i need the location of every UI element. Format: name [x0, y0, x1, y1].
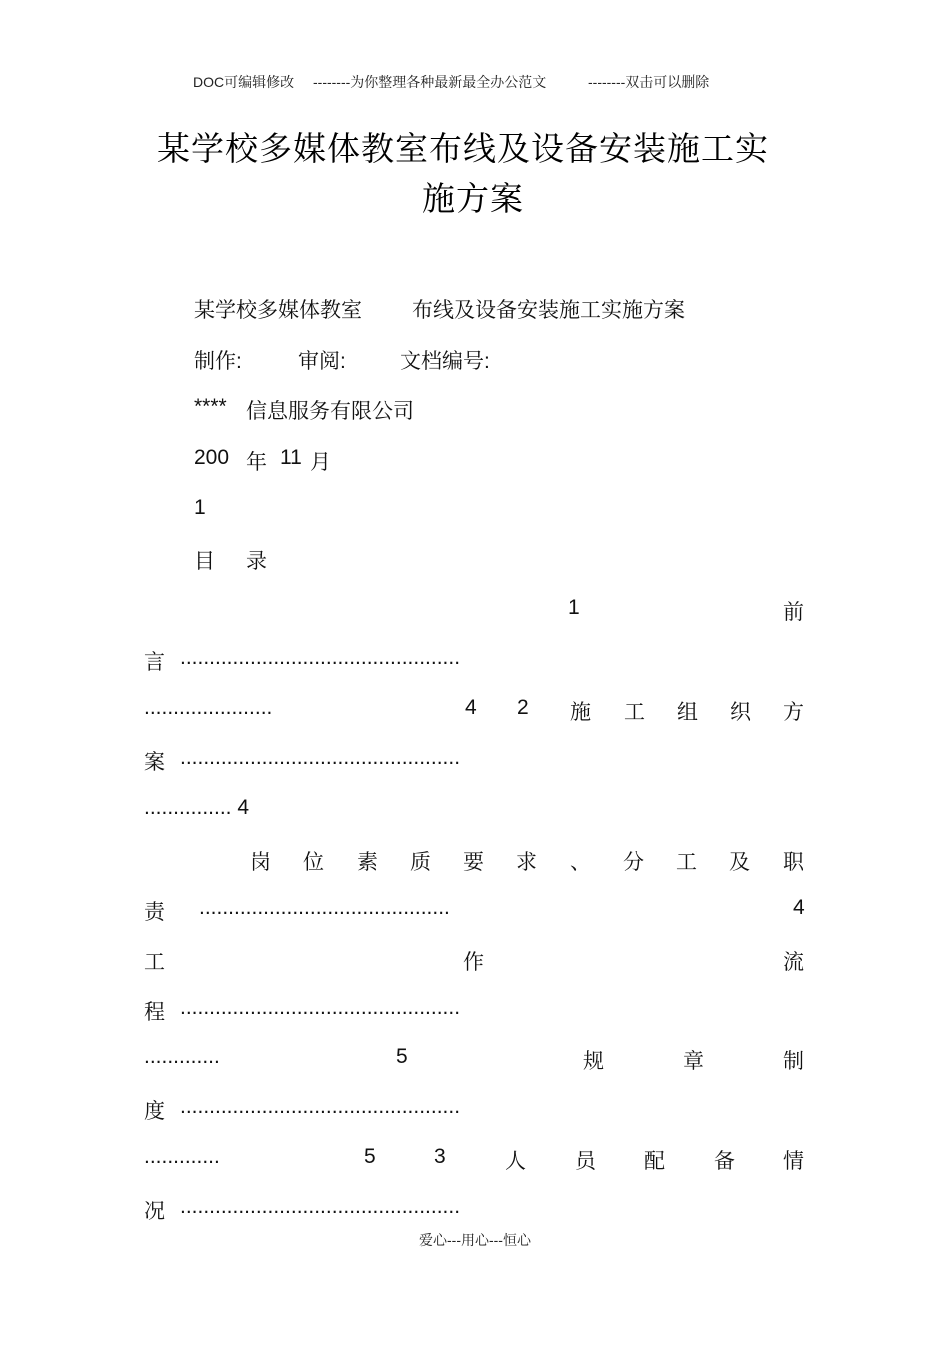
toc-dot-leader: ........................................... — [199, 896, 450, 919]
maker-label: 制作: — [194, 350, 242, 373]
header-slogan: --------为你整理各种最新最全办公范文 — [313, 74, 547, 90]
toc-text-char: 流 — [783, 951, 804, 974]
toc-text-char: 素 — [357, 851, 378, 874]
toc-text-char: 情 — [783, 1150, 804, 1173]
toc-dot-leader: ............. — [144, 1145, 220, 1168]
date-month-char: 月 — [310, 451, 331, 474]
toc-text-char: 制 — [783, 1050, 804, 1073]
toc-text-char: 职 — [783, 851, 804, 874]
toc-dot-leader-with-page: ............... 4 — [144, 796, 250, 819]
toc-text-char: 言 — [144, 651, 165, 674]
toc-text-char: 章 — [683, 1050, 704, 1073]
toc-text-char: 施 — [570, 701, 591, 724]
toc-dot-leader: ................................................ — [180, 1195, 461, 1218]
toc-text-char: 责 — [144, 901, 165, 924]
toc-dot-leader: ................................................ — [180, 746, 461, 769]
toc-text-char: 方 — [783, 701, 804, 724]
toc-text-char: 配 — [644, 1150, 665, 1173]
page-number: 1 — [194, 496, 206, 519]
toc-text-char: 备 — [714, 1150, 735, 1173]
toc-text-char: 织 — [730, 701, 751, 724]
toc-text-char: 作 — [463, 951, 484, 974]
header-doc-editable: DOC可编辑修改 — [193, 74, 295, 90]
toc-text-char: 求 — [516, 851, 537, 874]
project-name-part-1: 某学校多媒体教室 — [194, 299, 362, 322]
date-year-char: 年 — [246, 451, 267, 474]
header-double-click-delete: --------双击可以删除 — [588, 74, 710, 90]
toc-text-char: 况 — [144, 1200, 165, 1223]
date-year: 200 — [194, 446, 230, 469]
toc-dot-leader: ............. — [144, 1045, 220, 1068]
toc-text-char: 要 — [463, 851, 484, 874]
toc-dot-leader: ................................................ — [180, 996, 461, 1019]
document-title-line-1: 某学校多媒体教室布线及设备安装施工实 — [157, 132, 769, 168]
toc-text-char: 、 — [570, 851, 591, 874]
company-name: 信息服务有限公司 — [246, 400, 414, 423]
document-title-line-2: 施方案 — [422, 182, 524, 218]
toc-text-char: 规 — [583, 1050, 604, 1073]
toc-page-number: 5 — [364, 1145, 376, 1168]
toc-text-char: 工 — [624, 701, 645, 724]
toc-text-char: 分 — [623, 851, 644, 874]
toc-text-char: 岗 — [250, 851, 271, 874]
toc-text-char: 人 — [505, 1150, 526, 1173]
toc-text-char: 位 — [303, 851, 324, 874]
toc-text-char: 及 — [729, 851, 750, 874]
toc-page-number: 4 — [793, 896, 805, 919]
toc-page-number: 4 — [465, 696, 477, 719]
toc-dot-leader: ...................... — [144, 696, 273, 719]
date-month: 11 — [280, 446, 302, 469]
toc-text-char: 组 — [677, 701, 698, 724]
reviewer-label: 审阅: — [298, 350, 346, 373]
toc-heading-char-1: 目 — [194, 550, 215, 573]
company-stars: **** — [194, 395, 227, 418]
toc-page-number: 5 — [396, 1045, 408, 1068]
toc-section-number: 1 — [568, 596, 580, 619]
toc-text-char: 员 — [575, 1150, 596, 1173]
toc-section-number: 3 — [434, 1145, 446, 1168]
toc-dot-leader: ................................................ — [180, 646, 461, 669]
toc-text-char: 案 — [144, 751, 165, 774]
toc-text-char: 程 — [144, 1001, 165, 1024]
toc-text-char: 质 — [410, 851, 431, 874]
toc-section-number: 2 — [517, 696, 529, 719]
toc-text-char: 前 — [783, 601, 804, 624]
doc-number-label: 文档编号: — [400, 350, 490, 373]
toc-text-char: 工 — [676, 851, 697, 874]
toc-dot-leader: ................................................ — [180, 1095, 461, 1118]
toc-heading-char-2: 录 — [246, 550, 267, 573]
toc-text-char: 度 — [144, 1100, 165, 1123]
project-name-part-2: 布线及设备安装施工实施方案 — [412, 299, 685, 322]
footer-motto: 爱心---用心---恒心 — [419, 1232, 531, 1248]
toc-text-char: 工 — [144, 951, 165, 974]
